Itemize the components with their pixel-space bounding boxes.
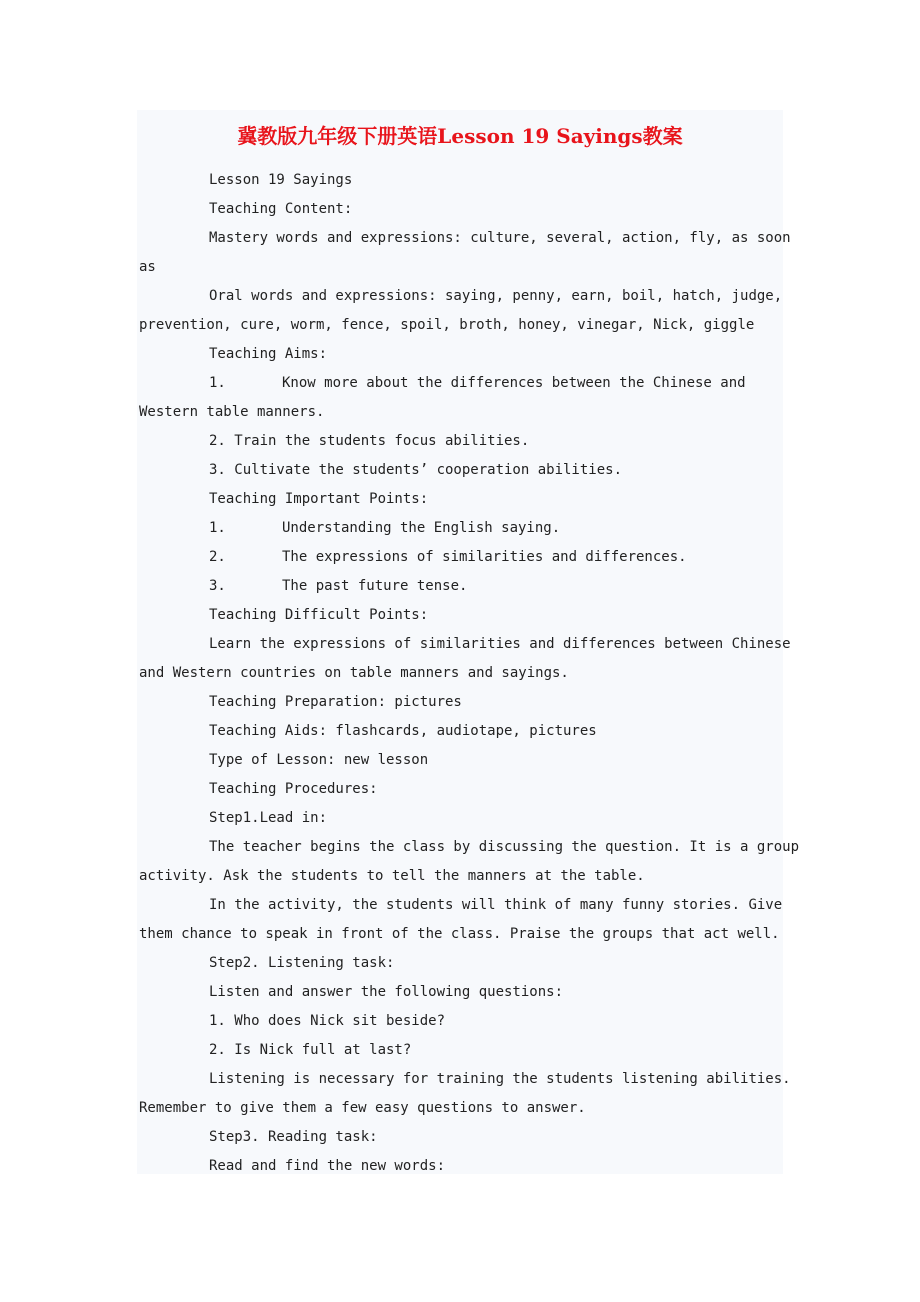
paragraph: Teaching Preparation: pictures	[209, 694, 462, 710]
paragraph-continuation: as	[139, 259, 156, 275]
list-item: 1. Who does Nick sit beside?	[209, 1013, 446, 1029]
list-number: 3.	[209, 578, 226, 594]
list-item-text: Know more about the differences between the Chinese and	[282, 375, 746, 391]
list-item: 2. Train the students focus abilities.	[209, 433, 530, 449]
step-heading: Step3. Reading task:	[209, 1129, 378, 1145]
section-heading: Teaching Procedures:	[209, 781, 378, 797]
step-heading: Step2. Listening task:	[209, 955, 395, 971]
paragraph: Listen and answer the following questions:	[209, 984, 564, 1000]
section-heading: Teaching Aims:	[209, 346, 328, 362]
list-item-text: Understanding the English saying.	[282, 520, 561, 536]
paragraph: The teacher begins the class by discussing the question. It is a group	[209, 839, 800, 855]
paragraph-continuation: Western table manners.	[139, 404, 325, 420]
list-number: 2.	[209, 549, 226, 565]
paragraph: In the activity, the students will think of many funny stories. Give	[209, 897, 783, 913]
paragraph-continuation: and Western countries on table manners and sayings.	[139, 665, 569, 681]
paragraph: Read and find the new words:	[209, 1158, 446, 1174]
paragraph: Mastery words and expressions: culture, several, action, fly, as soon	[209, 230, 791, 246]
list-item	[139, 572, 779, 601]
step-heading: Step1.Lead in:	[209, 810, 328, 826]
document-title: 冀教版九年级下册英语Lesson 19 Sayings教案	[237, 124, 683, 148]
paragraph: Lesson 19 Sayings	[209, 172, 353, 188]
paragraph-continuation: them chance to speak in front of the class. Praise the groups that act well.	[139, 926, 780, 942]
list-item	[139, 514, 779, 543]
list-item: 3. Cultivate the students’ cooperation abilities.	[209, 462, 623, 478]
paragraph: Type of Lesson: new lesson	[209, 752, 429, 768]
paragraph-continuation: Remember to give them a few easy questions to answer.	[139, 1100, 586, 1116]
list-item	[139, 369, 779, 398]
list-item	[139, 543, 779, 572]
paragraph-continuation: activity. Ask the students to tell the manners at the table.	[139, 868, 645, 884]
list-item: 2. Is Nick full at last?	[209, 1042, 412, 1058]
paragraph: Oral words and expressions: saying, penny, earn, boil, hatch, judge,	[209, 288, 783, 304]
list-item-text: The expressions of similarities and differences.	[282, 549, 687, 565]
list-item-text: The past future tense.	[282, 578, 468, 594]
section-heading: Teaching Important Points:	[209, 491, 429, 507]
list-number: 1.	[209, 520, 226, 536]
section-heading: Teaching Difficult Points:	[209, 607, 429, 623]
list-number: 1.	[209, 375, 226, 391]
paragraph: Teaching Aids: flashcards, audiotape, pictures	[209, 723, 597, 739]
section-heading: Teaching Content:	[209, 201, 353, 217]
document-body	[139, 166, 800, 1181]
paragraph: Listening is necessary for training the students listening abilities.	[209, 1071, 791, 1087]
paragraph-continuation: prevention, cure, worm, fence, spoil, broth, honey, vinegar, Nick, giggle	[139, 317, 755, 333]
paragraph: Learn the expressions of similarities and differences between Chinese	[209, 636, 791, 652]
